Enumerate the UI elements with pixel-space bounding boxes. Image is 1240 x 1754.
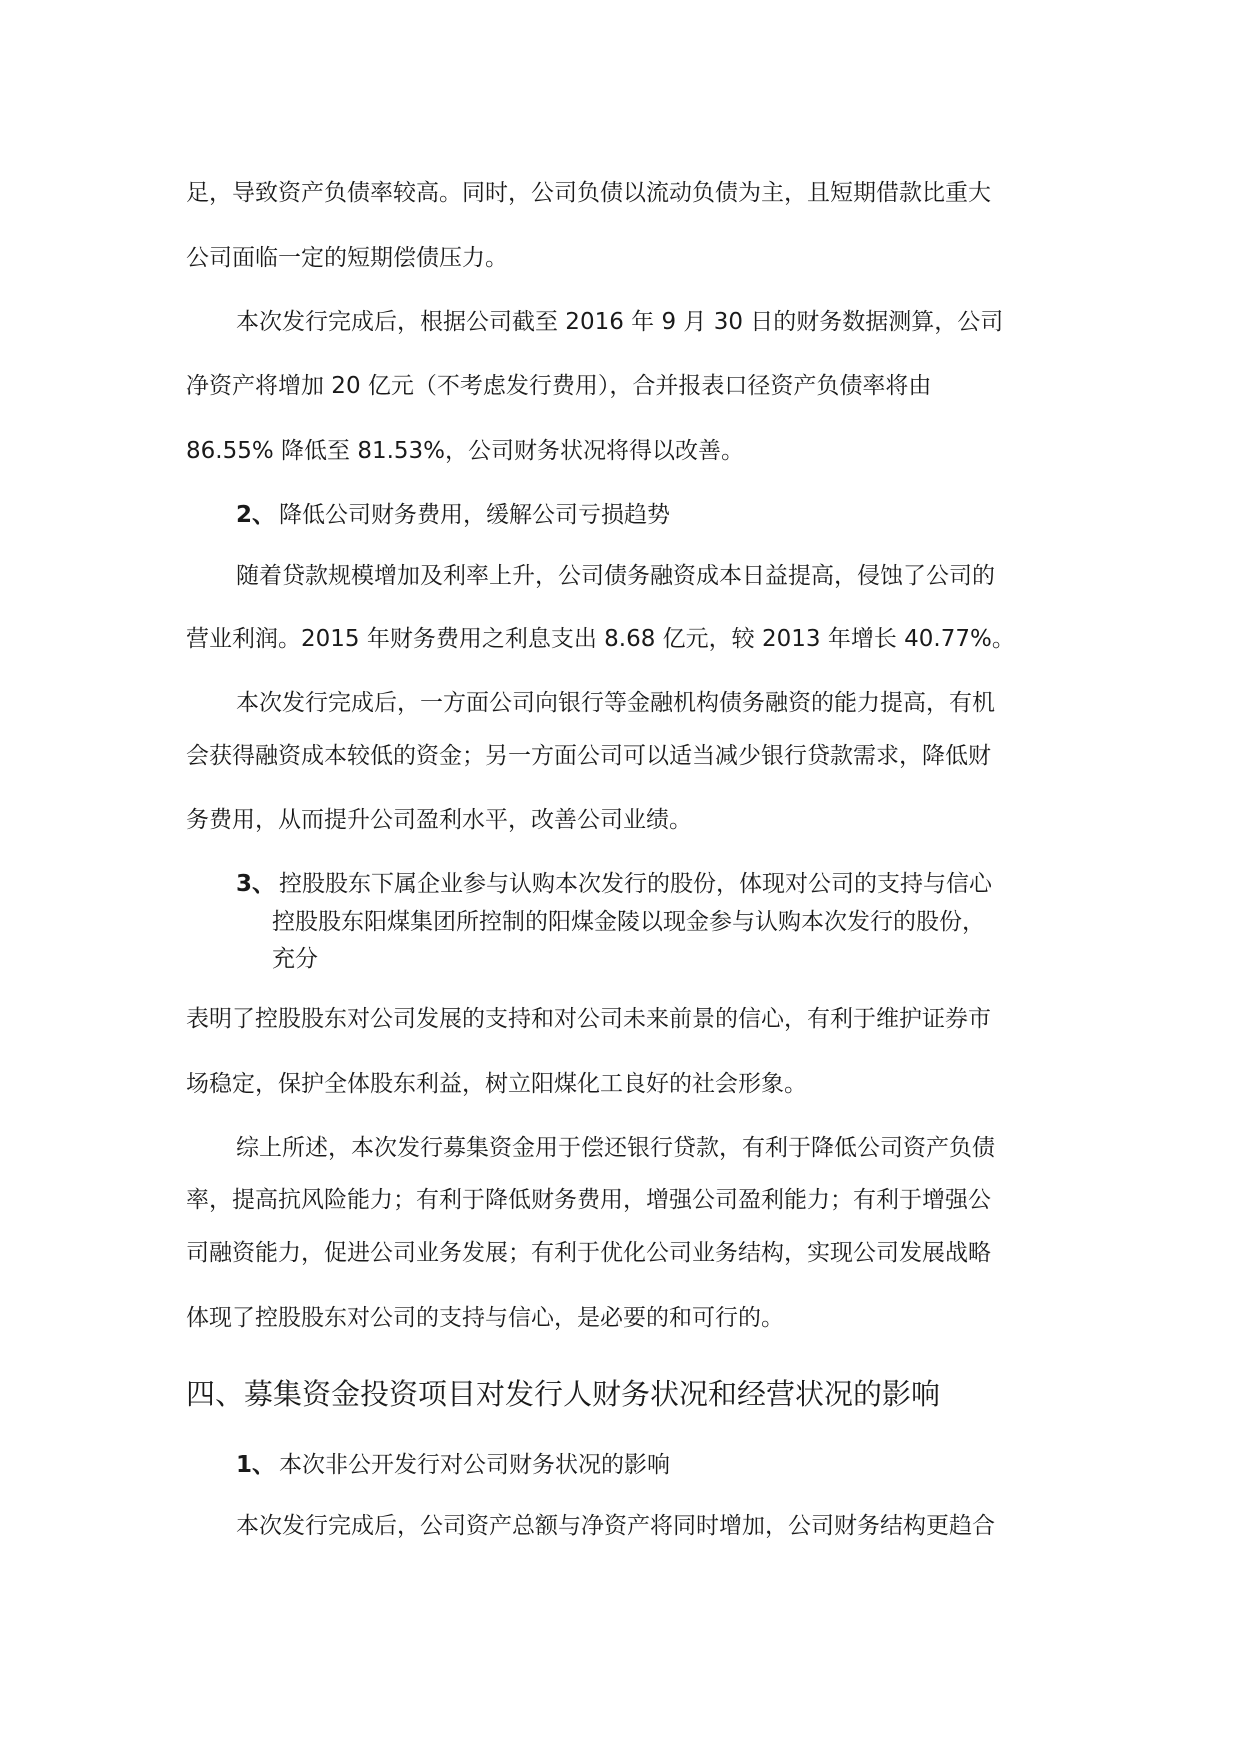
paragraph-line: 体现了控股股东对公司的支持与信心，是必要的和可行的。 [186, 1305, 784, 1331]
list-item-continuation: 控股股东阳煤集团所控制的阳煤金陵以现金参与认购本次发行的股份， [272, 909, 985, 935]
list-item-title: 控股股东下属企业参与认购本次发行的股份，体现对公司的支持与信心 [279, 871, 993, 897]
paragraph-line: 综上所述，本次发行募集资金用于偿还银行贷款，有利于降低公司资产负债 [236, 1135, 995, 1161]
paragraph-line: 会获得融资成本较低的资金；另一方面公司可以适当减少银行贷款需求，降低财 [186, 743, 991, 769]
list-item-number: 3、 [236, 871, 276, 897]
paragraph-line: 公司面临一定的短期偿债压力。 [186, 245, 508, 271]
paragraph-line: 足，导致资产负债率较高。同时，公司负债以流动负债为主，且短期借款比重大 [186, 180, 991, 206]
list-item-number: 1、 [236, 1452, 276, 1478]
list-item-continuation: 充分 [272, 946, 318, 972]
paragraph-line: 场稳定，保护全体股东利益，树立阳煤化工良好的社会形象。 [186, 1071, 807, 1097]
paragraph-line: 本次发行完成后，根据公司截至 2016 年 9 月 30 日的财务数据测算，公司 [236, 309, 1004, 335]
paragraph-line: 率，提高抗风险能力；有利于降低财务费用，增强公司盈利能力；有利于增强公 [186, 1187, 991, 1213]
list-item-heading [236, 500, 670, 530]
paragraph-line: 净资产将增加 20 亿元（不考虑发行费用），合并报表口径资产负债率将由 [186, 373, 932, 399]
paragraph-line: 本次发行完成后，一方面公司向银行等金融机构债务融资的能力提高，有机 [236, 690, 995, 716]
paragraph-line: 随着贷款规模增加及利率上升，公司债务融资成本日益提高，侵蚀了公司的 [236, 563, 995, 589]
paragraph-line: 营业利润。2015 年财务费用之利息支出 8.68 亿元，较 2013 年增长 40.77%。 [186, 626, 1015, 652]
section-heading: 四、募集资金投资项目对发行人财务状况和经营状况的影响 [186, 1377, 941, 1411]
list-item-heading [236, 869, 992, 899]
paragraph-line: 司融资能力，促进公司业务发展；有利于优化公司业务结构，实现公司发展战略 [186, 1240, 991, 1266]
list-item-title: 本次非公开发行对公司财务状况的影响 [279, 1452, 671, 1478]
list-item-heading [236, 1450, 670, 1480]
paragraph-line: 务费用，从而提升公司盈利水平，改善公司业绩。 [186, 807, 692, 833]
paragraph-line: 86.55% 降低至 81.53%，公司财务状况将得以改善。 [186, 438, 745, 464]
list-item-title: 降低公司财务费用，缓解公司亏损趋势 [279, 502, 671, 528]
paragraph-line: 表明了控股股东对公司发展的支持和对公司未来前景的信心，有利于维护证券市 [186, 1006, 991, 1032]
list-item-number: 2、 [236, 502, 276, 528]
paragraph-line: 本次发行完成后，公司资产总额与净资产将同时增加，公司财务结构更趋合 [236, 1513, 995, 1539]
